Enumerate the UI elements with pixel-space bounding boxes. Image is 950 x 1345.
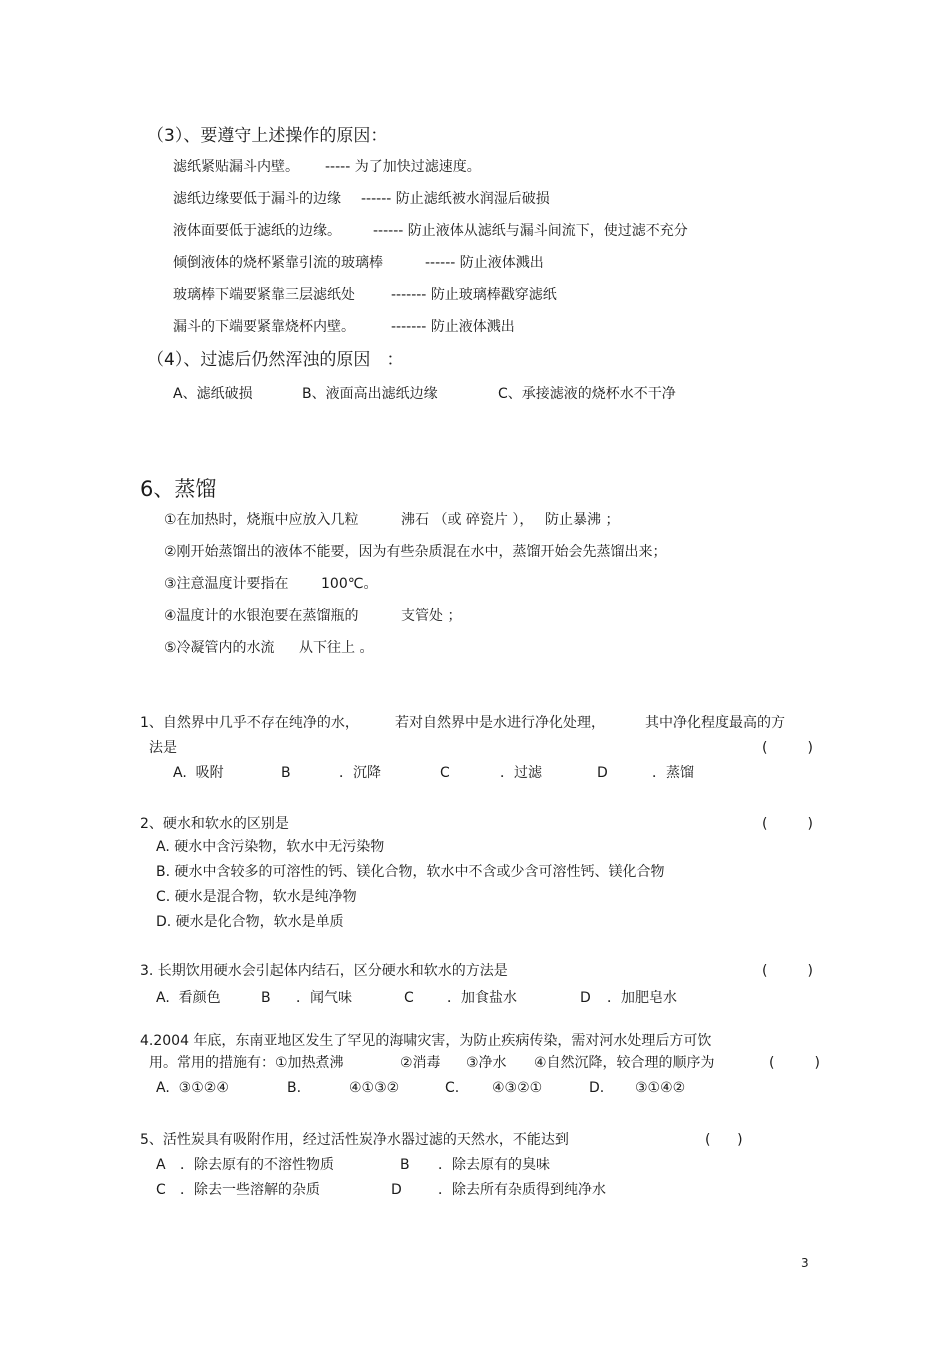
question-1-line1c: 其中净化程度最高的方 <box>645 715 785 731</box>
option-d: D. 硬水是化合物，软水是单质 <box>156 914 344 930</box>
option-a: A. 看颜色 <box>156 990 221 1006</box>
option-a: A. 硬水中含污染物，软水中无污染物 <box>156 839 385 855</box>
rule-text: 倾倒液体的烧杯紧靠引流的玻璃棒 <box>173 255 383 271</box>
question-1-line1b: 若对自然界中是水进行净化处理， <box>395 715 605 731</box>
option-d-letter: D <box>580 990 591 1006</box>
option-d-text: ．除去所有杂质得到纯净水 <box>438 1182 606 1198</box>
option-b-text: ④①③② <box>349 1080 400 1096</box>
option-c-text: ．加食盐水 <box>447 990 517 1006</box>
option-b-text: ．除去原有的臭味 <box>438 1157 550 1173</box>
rule-text: 漏斗的下端要紧靠烧杯内壁。 <box>173 319 355 335</box>
distillation-point-4a: ④温度计的水银泡要在蒸馏瓶的 <box>164 608 359 624</box>
reason-text: ------ 防止滤纸被水润湿后破损 <box>361 191 550 207</box>
answer-bracket: ( ) <box>762 816 813 832</box>
distillation-point-5a: ⑤冷凝管内的水流 <box>164 640 275 656</box>
question-4-line2c: ③净水 <box>466 1055 507 1071</box>
option-c-text: ④③②① <box>492 1080 543 1096</box>
answer-bracket: ( ) <box>762 740 813 756</box>
rule-text: 滤纸边缘要低于漏斗的边缘 <box>173 191 341 207</box>
option-b-letter: B. <box>287 1080 302 1096</box>
option-d-letter: D <box>391 1182 402 1198</box>
question-4-line2a: 用。常用的措施有：①加热煮沸 <box>149 1055 344 1071</box>
distillation-title: 6、蒸馏 <box>140 477 217 501</box>
question-5-stem: 5、活性炭具有吸附作用，经过活性炭净水器过滤的天然水，不能达到 <box>140 1132 569 1148</box>
distillation-point-2: ②刚开始蒸馏出的液体不能要，因为有些杂质混在水中，蒸馏开始会先蒸馏出来； <box>164 544 667 560</box>
distillation-point-5b: 从下往上 。 <box>299 640 374 656</box>
option-d-letter: D. <box>589 1080 605 1096</box>
question-4-line2d: ④自然沉降，较合理的顺序为 <box>534 1055 715 1071</box>
question-1-line2: 法是 <box>149 740 177 756</box>
option-b-letter: B <box>261 990 271 1006</box>
option-b-letter: B <box>281 765 291 781</box>
reason-text: ------- 防止玻璃棒戳穿滤纸 <box>391 287 557 303</box>
option-d-text: ．蒸馏 <box>652 765 694 781</box>
option-b-text: ．闻气味 <box>296 990 352 1006</box>
option-d-text: ③①④② <box>635 1080 686 1096</box>
option-b-letter: B <box>400 1157 410 1173</box>
question-3-stem: 3. 长期饮用硬水会引起体内结石，区分硬水和软水的方法是 <box>140 963 508 979</box>
option-a: A. ③①②④ <box>156 1080 229 1096</box>
distillation-point-3b: 100℃。 <box>321 576 378 592</box>
option-c: C、承接滤液的烧杯水不干净 <box>498 386 676 402</box>
option-b: B、液面高出滤纸边缘 <box>302 386 438 402</box>
option-b: B. 硬水中含较多的可溶性的钙、镁化合物，软水中不含或少含可溶性钙、镁化合物 <box>156 864 665 880</box>
option-c: C. 硬水是混合物，软水是纯净物 <box>156 889 357 905</box>
question-1-line1a: 1、自然界中几乎不存在纯净的水， <box>140 715 359 731</box>
option-d-letter: D <box>597 765 608 781</box>
option-a: A、滤纸破损 <box>173 386 253 402</box>
option-c-letter: C <box>404 990 414 1006</box>
option-c-letter: C <box>440 765 450 781</box>
rule-text: 玻璃棒下端要紧靠三层滤纸处 <box>173 287 355 303</box>
section4-heading: （4）、过滤后仍然浑浊的原因 ： <box>147 350 404 370</box>
question-4-line2b: ②消毒 <box>400 1055 441 1071</box>
reason-text: ------ 防止液体从滤纸与漏斗间流下，使过滤不充分 <box>373 223 688 239</box>
option-a: A. 吸附 <box>173 765 224 781</box>
distillation-point-1a: ①在加热时，烧瓶中应放入几粒 <box>164 512 359 528</box>
rule-text: 滤纸紧贴漏斗内壁。 <box>173 159 299 175</box>
rule-text: 液体面要低于滤纸的边缘。 <box>173 223 341 239</box>
reason-text: ------- 防止液体溅出 <box>391 319 515 335</box>
option-c-text: ．除去一些溶解的杂质 <box>180 1182 320 1198</box>
distillation-point-1b: 沸石 （或 碎瓷片 ）， <box>401 512 534 528</box>
reason-text: ----- 为了加快过滤速度。 <box>325 159 481 175</box>
option-b-text: ．沉降 <box>339 765 381 781</box>
answer-bracket: ( ) <box>769 1055 820 1071</box>
distillation-point-3a: ③注意温度计要指在 <box>164 576 289 592</box>
option-c-text: ．过滤 <box>500 765 542 781</box>
reason-text: ------ 防止液体溅出 <box>425 255 544 271</box>
option-c-letter: C <box>156 1182 166 1198</box>
option-a-text: ．除去原有的不溶性物质 <box>180 1157 334 1173</box>
option-d-text: ．加肥皂水 <box>607 990 677 1006</box>
distillation-point-1c: 防止暴沸 ； <box>545 512 620 528</box>
answer-bracket: ( ) <box>705 1132 743 1148</box>
distillation-point-4b: 支管处 ； <box>401 608 462 624</box>
page-number: 3 <box>801 1256 809 1270</box>
option-c-letter: C. <box>445 1080 460 1096</box>
question-4-line1: 4.2004 年底，东南亚地区发生了罕见的海啸灾害，为防止疾病传染，需对河水处理后方可饮 <box>140 1033 712 1049</box>
answer-bracket: ( ) <box>762 963 813 979</box>
option-a-letter: A <box>156 1157 166 1173</box>
section3-heading: （3）、要遵守上述操作的原因： <box>147 126 388 146</box>
question-2-stem: 2、硬水和软水的区别是 <box>140 816 289 832</box>
